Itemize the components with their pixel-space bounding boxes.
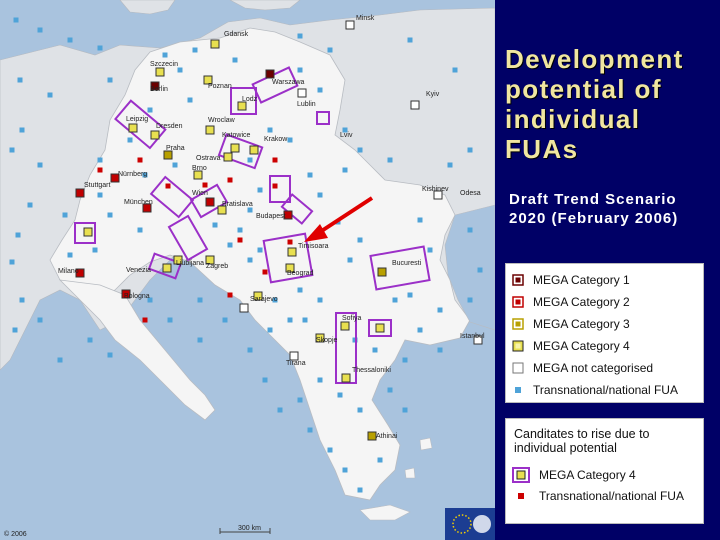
mega-marker [376, 324, 384, 332]
fua-marker [10, 260, 15, 265]
fua-marker [478, 268, 483, 273]
mega-marker [231, 144, 239, 152]
legend-label: MEGA Category 2 [533, 295, 630, 309]
eu-logo [445, 508, 495, 540]
candidate-fua-marker [166, 184, 171, 189]
candidate-fua-marker [143, 318, 148, 323]
city-label: Krakow [264, 136, 288, 143]
fua-marker [188, 98, 193, 103]
mega-category-1-icon [512, 274, 524, 286]
city-label: Beograd [287, 270, 314, 277]
candidate-fua-marker [138, 158, 143, 163]
candidate-fua-marker [263, 270, 268, 275]
city-label: München [124, 199, 153, 206]
city-label: Kishinev [422, 186, 449, 193]
fua-marker [298, 34, 303, 39]
mega-marker [368, 432, 376, 440]
city-label: Wien [192, 190, 208, 197]
fua-marker [418, 328, 423, 333]
fua-marker [358, 238, 363, 243]
fua-marker [173, 163, 178, 168]
fua-marker [20, 298, 25, 303]
fua-marker [178, 68, 183, 73]
mega-marker [129, 124, 137, 132]
fua-marker [248, 158, 253, 163]
fua-marker [248, 258, 253, 263]
city-label: Poznan [208, 83, 232, 90]
mega-marker [342, 374, 350, 382]
fua-marker [328, 448, 333, 453]
city-label: Brno [192, 165, 207, 172]
fua-marker [298, 68, 303, 73]
mega-marker [288, 248, 296, 256]
fua-marker [408, 293, 413, 298]
fua-marker [348, 258, 353, 263]
city-label: Venezia [126, 267, 151, 274]
mega-marker [411, 101, 419, 109]
city-label: Kyiv [426, 91, 440, 98]
mega-marker [378, 268, 386, 276]
fua-marker [10, 148, 15, 153]
fua-marker [468, 148, 473, 153]
city-label: Timisoara [298, 243, 329, 250]
page-subtitle: Draft Trend Scenario 2020 (February 2006) [509, 191, 679, 227]
legend-item [512, 317, 630, 331]
city-label: Milano [58, 268, 79, 275]
fua-marker [288, 318, 293, 323]
city-label: Budapest [256, 213, 286, 220]
city-label: Thessaloniki [352, 367, 391, 374]
fua-marker [18, 78, 23, 83]
city-label: Istanbul [460, 333, 485, 340]
fua-marker [453, 68, 458, 73]
city-label: Skopje [316, 337, 338, 344]
right-panel [495, 0, 720, 540]
fua-marker [343, 168, 348, 173]
fua-marker [223, 318, 228, 323]
city-label: Lviv [340, 132, 353, 139]
fua-marker [298, 398, 303, 403]
transnational-fua-icon [512, 384, 524, 396]
fua-marker [233, 58, 238, 63]
city-label: Sofiya [342, 315, 362, 322]
legend-label: MEGA Category 1 [533, 273, 630, 287]
fua-marker [213, 223, 218, 228]
legend-item [512, 489, 684, 503]
fua-marker [438, 308, 443, 313]
candidate-mega-category-4-icon [512, 467, 530, 483]
fua-marker [38, 28, 43, 33]
city-label: Wroclaw [208, 117, 235, 124]
city-label: Odesa [460, 190, 481, 197]
page-title: Development potential of individual FUAs [505, 44, 684, 164]
fua-marker [308, 428, 313, 433]
fua-marker [318, 88, 323, 93]
fua-marker [408, 38, 413, 43]
legend-candidates-heading: Canditates to rise due to individual potential [514, 427, 650, 455]
mega-marker [346, 21, 354, 29]
city-label: Bucuresti [392, 260, 422, 267]
fua-marker [48, 93, 53, 98]
mega-category-4-icon [512, 340, 524, 352]
fua-marker [198, 338, 203, 343]
legend-item [512, 339, 630, 353]
fua-marker [13, 328, 18, 333]
city-label: Lublin [297, 101, 316, 108]
candidate-fua-icon [512, 490, 530, 502]
mega-marker [290, 352, 298, 360]
fua-marker [38, 318, 43, 323]
fua-marker [303, 318, 308, 323]
scale-label: 300 km [238, 525, 261, 532]
fua-marker [98, 46, 103, 51]
fua-marker [98, 158, 103, 163]
mega-marker [84, 228, 92, 236]
fua-marker [148, 108, 153, 113]
candidate-fua-marker [273, 158, 278, 163]
fua-marker [343, 468, 348, 473]
city-label: Praha [166, 145, 185, 152]
fua-marker [378, 458, 383, 463]
fua-marker [298, 288, 303, 293]
fua-marker [193, 48, 198, 53]
candidate-fua-marker [288, 240, 293, 245]
fua-marker [258, 248, 263, 253]
city-label: Sarajevo [250, 296, 278, 303]
candidate-fua-marker [98, 168, 103, 173]
mega-marker [298, 89, 306, 97]
legend-label: MEGA Category 3 [533, 317, 630, 331]
fua-marker [388, 158, 393, 163]
mega-marker [224, 153, 232, 161]
fua-marker [393, 298, 398, 303]
mega-category-2-icon [512, 296, 524, 308]
candidate-fua-marker [203, 183, 208, 188]
fua-marker [198, 298, 203, 303]
fua-marker [288, 138, 293, 143]
fua-marker [403, 408, 408, 413]
city-label: Ljubljana [176, 260, 205, 267]
fua-marker [108, 78, 113, 83]
land-italy [60, 280, 215, 420]
candidate-fua-marker [238, 238, 243, 243]
city-label: Szczecin [150, 61, 179, 68]
fua-marker [14, 18, 19, 23]
fua-marker [88, 338, 93, 343]
mega-marker [194, 171, 202, 179]
mega-category-3-icon [512, 318, 524, 330]
fua-marker [138, 228, 143, 233]
fua-marker [403, 358, 408, 363]
city-label: Zagreb [206, 263, 229, 270]
mega-marker [250, 146, 258, 154]
fua-marker [16, 233, 21, 238]
fua-marker [358, 488, 363, 493]
legend-label: Transnational/national FUA [533, 383, 678, 397]
fua-marker [418, 218, 423, 223]
copyright-text: © 2006 [4, 531, 27, 538]
city-label: Bologna [124, 293, 150, 300]
fua-marker [358, 148, 363, 153]
mega-marker [206, 126, 214, 134]
city-label: Nürnberg [118, 171, 148, 178]
fua-marker [63, 213, 68, 218]
mega-marker [211, 40, 219, 48]
city-label: Bratislava [222, 201, 253, 208]
fua-marker [98, 193, 103, 198]
mega-marker [206, 198, 214, 206]
city-label: Minsk [356, 15, 375, 22]
fua-marker [108, 213, 113, 218]
mega-marker [238, 102, 246, 110]
fua-marker [328, 48, 333, 53]
city-label: Tirana [286, 360, 306, 367]
fua-marker [308, 173, 313, 178]
mega-not-categorised-icon [512, 362, 524, 374]
fua-marker [28, 203, 33, 208]
legend-item [512, 295, 630, 309]
city-label: Ostrava [196, 155, 221, 162]
fua-marker [468, 298, 473, 303]
candidate-fua-marker [228, 178, 233, 183]
mega-marker [240, 304, 248, 312]
legend-label: MEGA not categorised [533, 361, 654, 375]
mega-marker [151, 131, 159, 139]
fua-marker [93, 248, 98, 253]
fua-marker [468, 228, 473, 233]
mega-marker [156, 68, 164, 76]
fua-marker [373, 348, 378, 353]
legend-label: MEGA Category 4 [539, 468, 636, 482]
city-label: Gdansk [224, 31, 249, 38]
fua-marker [58, 358, 63, 363]
fua-marker [448, 163, 453, 168]
fua-marker [163, 53, 168, 58]
fua-marker [438, 348, 443, 353]
legend-item [512, 273, 630, 287]
fua-marker [268, 128, 273, 133]
fua-marker [318, 378, 323, 383]
fua-marker [318, 193, 323, 198]
city-label: Katowice [222, 132, 251, 139]
fua-marker [318, 298, 323, 303]
fua-marker [388, 388, 393, 393]
fua-marker [258, 188, 263, 193]
legend-mega-categories [505, 263, 704, 403]
fua-marker [358, 408, 363, 413]
land-scandinavia [120, 0, 300, 14]
fua-marker [248, 348, 253, 353]
fua-marker [428, 248, 433, 253]
fua-marker [238, 228, 243, 233]
mega-marker [266, 70, 274, 78]
fua-marker [228, 243, 233, 248]
mega-marker [341, 322, 349, 330]
fua-marker [263, 378, 268, 383]
fua-marker [268, 328, 273, 333]
city-label: Stuttgart [84, 182, 111, 189]
fua-marker [108, 353, 113, 358]
fua-marker [20, 128, 25, 133]
city-label: Warszawa [272, 79, 305, 86]
city-label: Berlin [150, 86, 168, 93]
mega-marker [164, 151, 172, 159]
candidate-fua-marker [228, 293, 233, 298]
city-label: Lodz [242, 96, 258, 103]
city-label: Athinai [376, 433, 398, 440]
fua-marker [128, 138, 133, 143]
fua-marker [168, 318, 173, 323]
fua-marker [68, 38, 73, 43]
fua-marker [278, 408, 283, 413]
legend-item [512, 361, 653, 375]
legend-item [512, 467, 636, 483]
legend-candidates [505, 418, 704, 524]
fua-marker [68, 253, 73, 258]
mega-marker [76, 189, 84, 197]
city-label: Dresden [156, 123, 183, 130]
fua-marker [338, 393, 343, 398]
fua-marker [38, 163, 43, 168]
mega-marker [163, 264, 171, 272]
scale-bar [220, 525, 270, 534]
city-label: Leipzig [126, 116, 149, 123]
legend-item [512, 383, 678, 397]
candidate-fua-marker [273, 184, 278, 189]
fua-marker [248, 208, 253, 213]
legend-label: MEGA Category 4 [533, 339, 630, 353]
legend-label: Transnational/national FUA [539, 489, 684, 503]
